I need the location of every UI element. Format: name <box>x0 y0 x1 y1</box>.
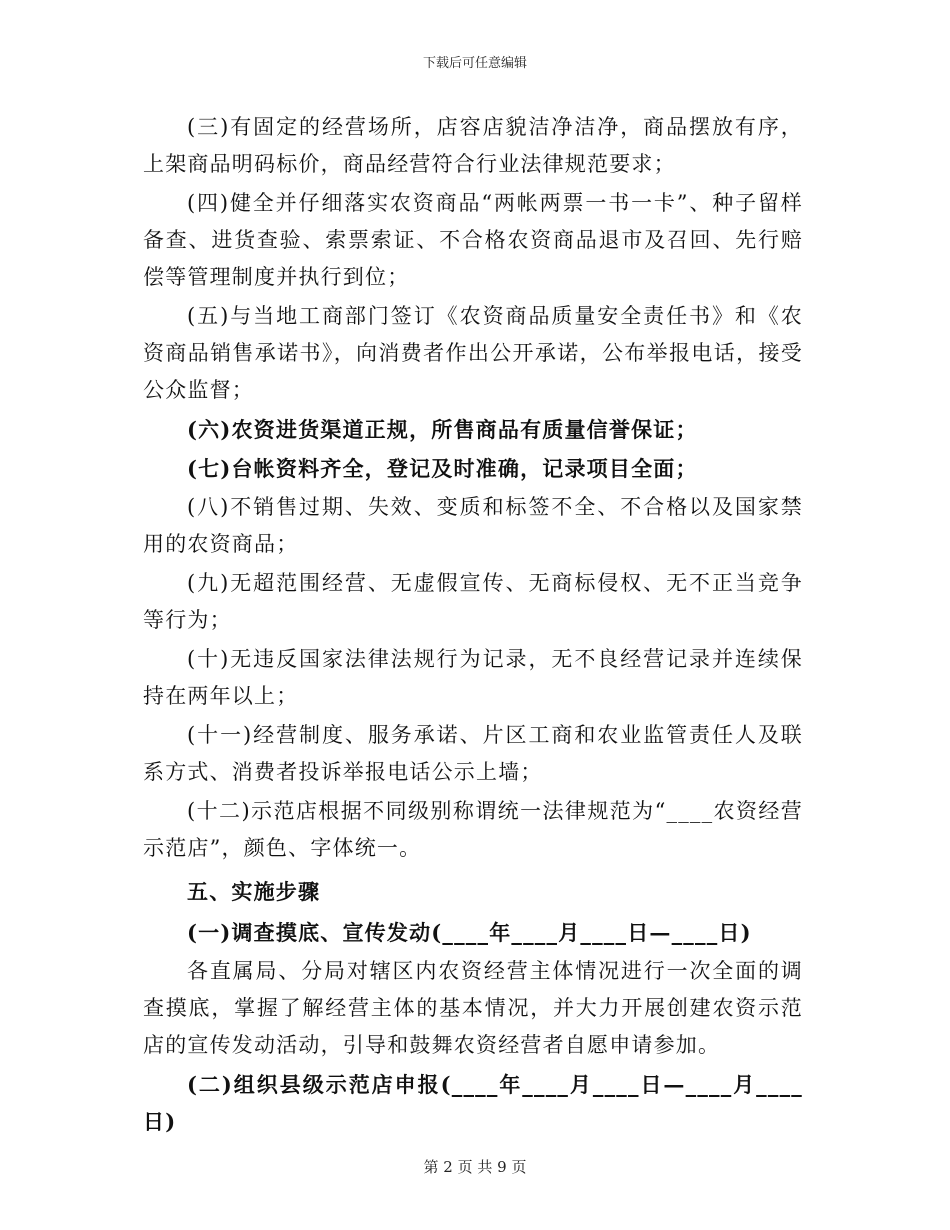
page-header: 下载后可任意编辑 <box>422 56 527 71</box>
page-footer: 第 2 页 共 9 页 <box>423 1158 527 1176</box>
clause-9: (九)无超范围经营、无虚假宣传、无商标侵权、无不正当竞争等行为； <box>143 571 803 632</box>
clause-8: (八)不销售过期、失效、变质和标签不全、不合格以及国家禁用的农资商品； <box>143 495 803 556</box>
document-body <box>143 109 803 1142</box>
clause-4: (四)健全并仔细落实农资商品“两帐两票一书一卡”、种子留样备查、进货查验、索票索证、不合格农资商品退市及召回、先行赔偿等管理制度并执行到位； <box>143 191 803 289</box>
step-2-heading: (二)组织县级示范店申报(____年____月____日—____月____日) <box>143 1072 803 1134</box>
clause-10: (十)无违反国家法律法规行为记录，无不良经营记录并连续保持在两年以上； <box>143 647 803 708</box>
clause-7: (七)台帐资料齐全，登记及时准确，记录项目全面； <box>187 456 698 481</box>
clause-11: (十一)经营制度、服务承诺、片区工商和农业监管责任人及联系方式、消费者投诉举报电话公示上墙； <box>143 723 803 784</box>
clause-6: (六)农资进货渠道正规，所售商品有质量信誉保证； <box>187 417 698 442</box>
section-heading-5: 五、实施步骤 <box>187 879 321 904</box>
clause-5: (五)与当地工商部门签订《农资商品质量安全责任书》和《农资商品销售承诺书》，向消费者作出公开承诺，公布举报电话，接受公众监督； <box>143 304 803 402</box>
clause-3: (三)有固定的经营场所，店容店貌洁净洁净，商品摆放有序，上架商品明码标价，商品经营符合行业法律规范要求； <box>143 115 803 176</box>
step-1-heading: (一)调查摸底、宣传发动(____年____月____日—____日) <box>187 920 752 945</box>
clause-12: (十二)示范店根据不同级别称谓统一法律规范为“____农资经营示范店”，颜色、字体统一。 <box>143 799 803 860</box>
step-1-body: 各直属局、分局对辖区内农资经营主体情况进行一次全面的调查摸底，掌握了解经营主体的基本情况，并大力开展创建农资示范店的宣传发动活动，引导和鼓舞农资经营者自愿申请参加。 <box>143 959 803 1057</box>
